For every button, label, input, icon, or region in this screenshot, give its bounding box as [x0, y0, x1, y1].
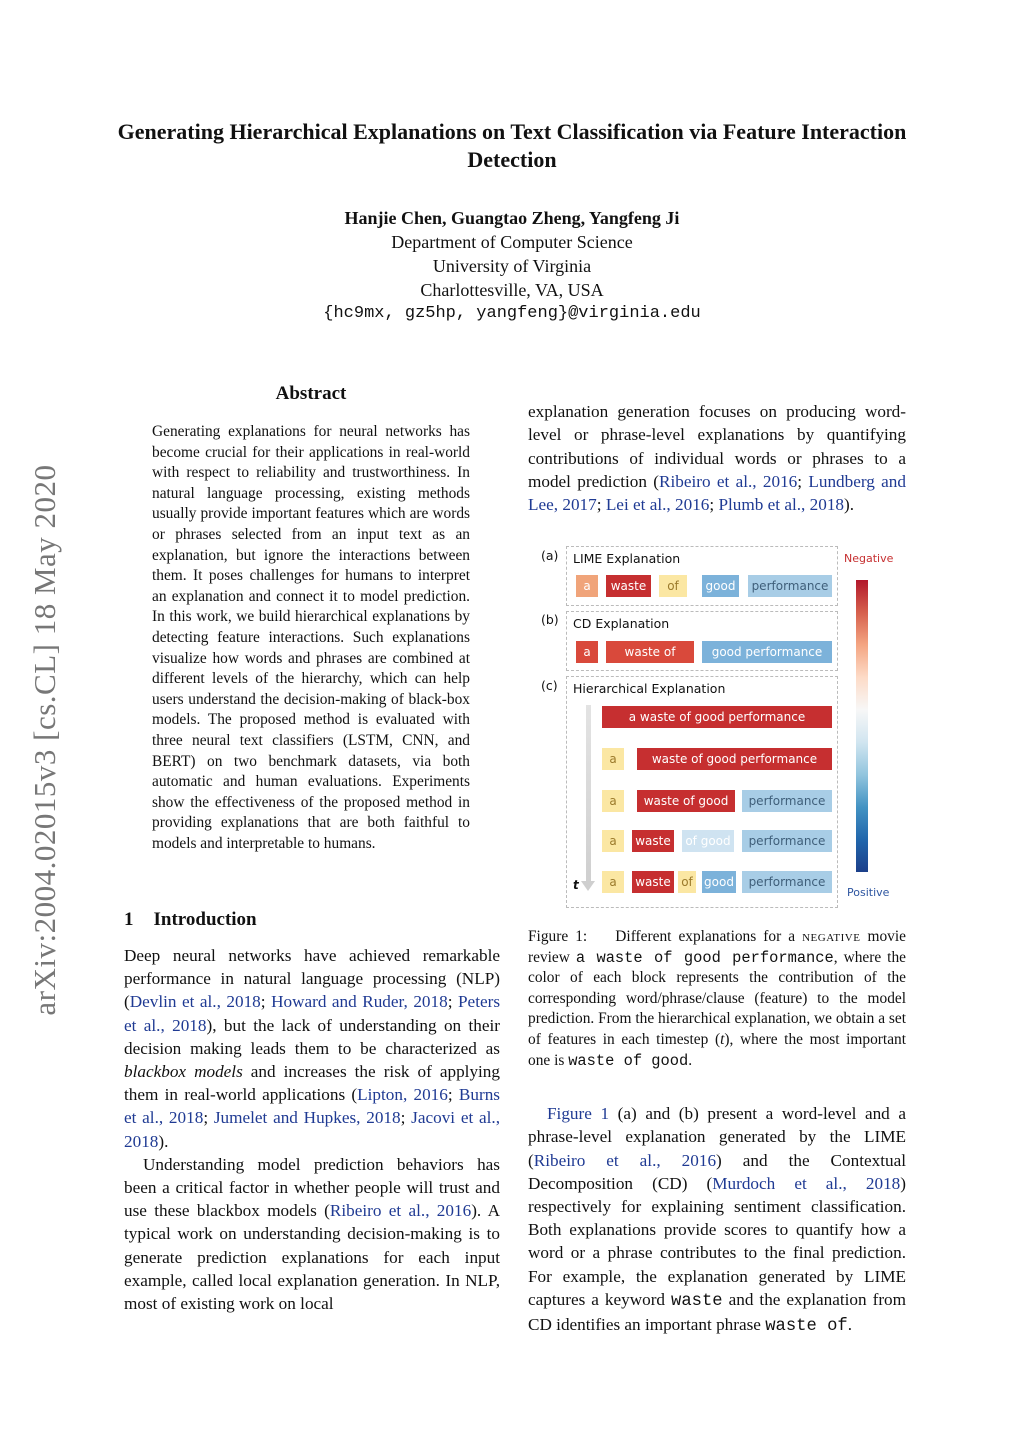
- time-arrow: [586, 705, 591, 885]
- hier-block: a waste of good performance: [602, 706, 832, 728]
- abstract-heading: Abstract: [275, 383, 347, 404]
- arxiv-identifier: arXiv:2004.02015v3 [cs.CL] 18 May 2020: [27, 464, 62, 1016]
- hier-block: performance: [742, 830, 832, 852]
- hier-block: waste: [632, 871, 674, 893]
- cd-block: a: [576, 641, 598, 663]
- citation-link[interactable]: Burns et al., 2018: [124, 1085, 500, 1128]
- section-heading-introduction: [124, 909, 277, 931]
- citation-link[interactable]: Jumelet and Hupkes, 2018: [213, 1108, 401, 1128]
- figure-reference-link[interactable]: Figure 1: [547, 1104, 610, 1124]
- citation-link[interactable]: Lei et al., 2016: [605, 495, 710, 514]
- citation-link[interactable]: Peters et al., 2018: [124, 992, 501, 1035]
- author-department: Department of Computer Science: [391, 232, 633, 252]
- citation-link[interactable]: Plumb et al., 2018: [718, 495, 845, 514]
- citation-link[interactable]: Jacovi et al., 2018: [124, 1108, 500, 1151]
- hierarchical-title: Hierarchical Explanation: [573, 681, 726, 696]
- intro-paragraph-1: Deep neural networks have achieved remarkable performance in natural language processing (NLP) (Devlin et al., 2018; Howard and Ruder, 2018; Peters et al., 2018), but the lack of understanding on their decision making leads them to be characterized as blackbox models and increases the risk of applying them in real-world applications (Lipton, 2016; Burns et al., 2018; Jumelet and Hupkes, 2018; Jacovi et al., 2018).: [124, 946, 501, 1151]
- lime-block: of: [659, 575, 687, 597]
- citation-link[interactable]: Lundberg and Lee, 2017: [528, 471, 906, 514]
- lime-block: a: [576, 575, 598, 597]
- cd-title: CD Explanation: [573, 616, 670, 631]
- hier-block: a: [602, 748, 624, 770]
- figure-1: [536, 540, 916, 910]
- colorbar-negative-label: Negative: [844, 552, 894, 565]
- time-arrow-head: [581, 881, 595, 891]
- citation-link[interactable]: Ribeiro et al., 2016: [533, 1150, 717, 1170]
- citation-link[interactable]: Howard and Ruder, 2018: [271, 992, 448, 1012]
- paper-title: Generating Hierarchical Explanations on Text Classification via Feature Interaction Detection: [117, 119, 907, 172]
- citation-link[interactable]: Ribeiro et al., 2016: [659, 471, 798, 491]
- time-label: t: [573, 878, 579, 892]
- hier-block: performance: [742, 790, 832, 812]
- hier-block: a: [602, 830, 624, 852]
- citation-link[interactable]: Devlin et al., 2018: [129, 992, 261, 1012]
- left-column-body: [124, 944, 500, 1315]
- hier-block: performance: [742, 871, 832, 893]
- lime-block: good: [702, 575, 739, 597]
- hier-block: good: [702, 871, 736, 893]
- section-number: 1: [124, 909, 134, 930]
- hier-block: a: [602, 871, 624, 893]
- right-column-top: explanation generation focuses on producing word-level or phrase-level explanations by quantifying contributions of individual words or phrases to a model prediction (Ribeiro et al., 2016; Lundberg and Lee, 2017; Lei et al., 2016; Plumb et al., 2018).: [528, 402, 906, 514]
- hier-block: a: [602, 790, 624, 812]
- author-emails: {hc9mx, gz5hp, yangfeng}@virginia.edu: [323, 304, 701, 323]
- intro-paragraph-2: Understanding model prediction behaviors has been a critical factor in whether people will trust and use these blackbox models (Ribeiro et al., 2016). A typical work on understanding decision-making is to generate prediction explanations for each input example, called local explanation generation. In NLP, most of existing work on local: [124, 1154, 500, 1314]
- lime-block: performance: [748, 575, 832, 597]
- hier-block: waste of good: [637, 790, 735, 812]
- citation-link[interactable]: Murdoch et al., 2018: [712, 1173, 901, 1193]
- hier-block: of: [678, 871, 696, 893]
- panel-label-b: (b): [541, 612, 559, 627]
- panel-label-c: (c): [541, 678, 558, 693]
- figure-caption: Figure 1: Different explanations for a negative movie review a waste of good performance, where the color of each block represents the contribution of the corresponding word/phrase/clause (feature) to the model prediction. From the hierarchical explanation, we obtain a set of features in each timestep (t), where the most important one is waste of good.: [528, 928, 906, 1070]
- abstract-text: Generating explanations for neural networks has become crucial for their applications in real-world with respect to reliability and trustworthiness. In natural language processing, existing methods usually provide important features which are words or phrases selected from an input text as an explanation, but ignore the interactions between them. It poses challenges for humans to interpret an explanation and connect it to model prediction. In this work, we build hierarchical explanations by detecting feature interactions. Such explanations visualize how words and phrases are combined at different levels of the hierarchy, which can help users understand the decision-making of black-box models. The proposed method is evaluated with three neural text classifiers (LSTM, CNN, and BERT) on two benchmark datasets, via both automatic and human evaluations. Experiments show the effectiveness of the proposed method in providing explanations that are both faithful to models and interpretable to humans.: [152, 423, 470, 852]
- section-title: Introduction: [153, 909, 257, 930]
- lime-block: waste: [606, 575, 651, 597]
- cd-block: waste of: [606, 641, 694, 663]
- hier-block: waste: [632, 830, 674, 852]
- hier-block: waste of good performance: [637, 748, 832, 770]
- citation-link[interactable]: Ribeiro et al., 2016: [329, 1201, 472, 1221]
- hier-block: of good: [682, 830, 734, 852]
- panel-label-a: (a): [541, 548, 559, 563]
- author-names: Hanjie Chen, Guangtao Zheng, Yangfeng Ji: [344, 208, 680, 228]
- lime-title: LIME Explanation: [573, 551, 681, 566]
- cd-block: good performance: [702, 641, 832, 663]
- author-block: [100, 206, 924, 326]
- citation-link[interactable]: Lipton, 2016: [357, 1085, 448, 1105]
- author-location: Charlottesville, VA, USA: [420, 280, 604, 300]
- right-column-bottom: Figure 1 (a) and (b) present a word-level and a phrase-level explanation generated by the LIME (Ribeiro et al., 2016) and the Contextual Decomposition (CD) (Murdoch et al., 2018) respectively for explaining sentiment classification. Both explanations provide scores to quantify how a word or a phrase contributes to the final prediction. For example, the explanation generated by LIME captures a keyword waste and the explanation from CD identifies an important phrase waste of.: [528, 1104, 907, 1337]
- author-university: University of Virginia: [432, 256, 592, 276]
- colorbar: [856, 580, 868, 872]
- colorbar-positive-label: Positive: [847, 886, 890, 899]
